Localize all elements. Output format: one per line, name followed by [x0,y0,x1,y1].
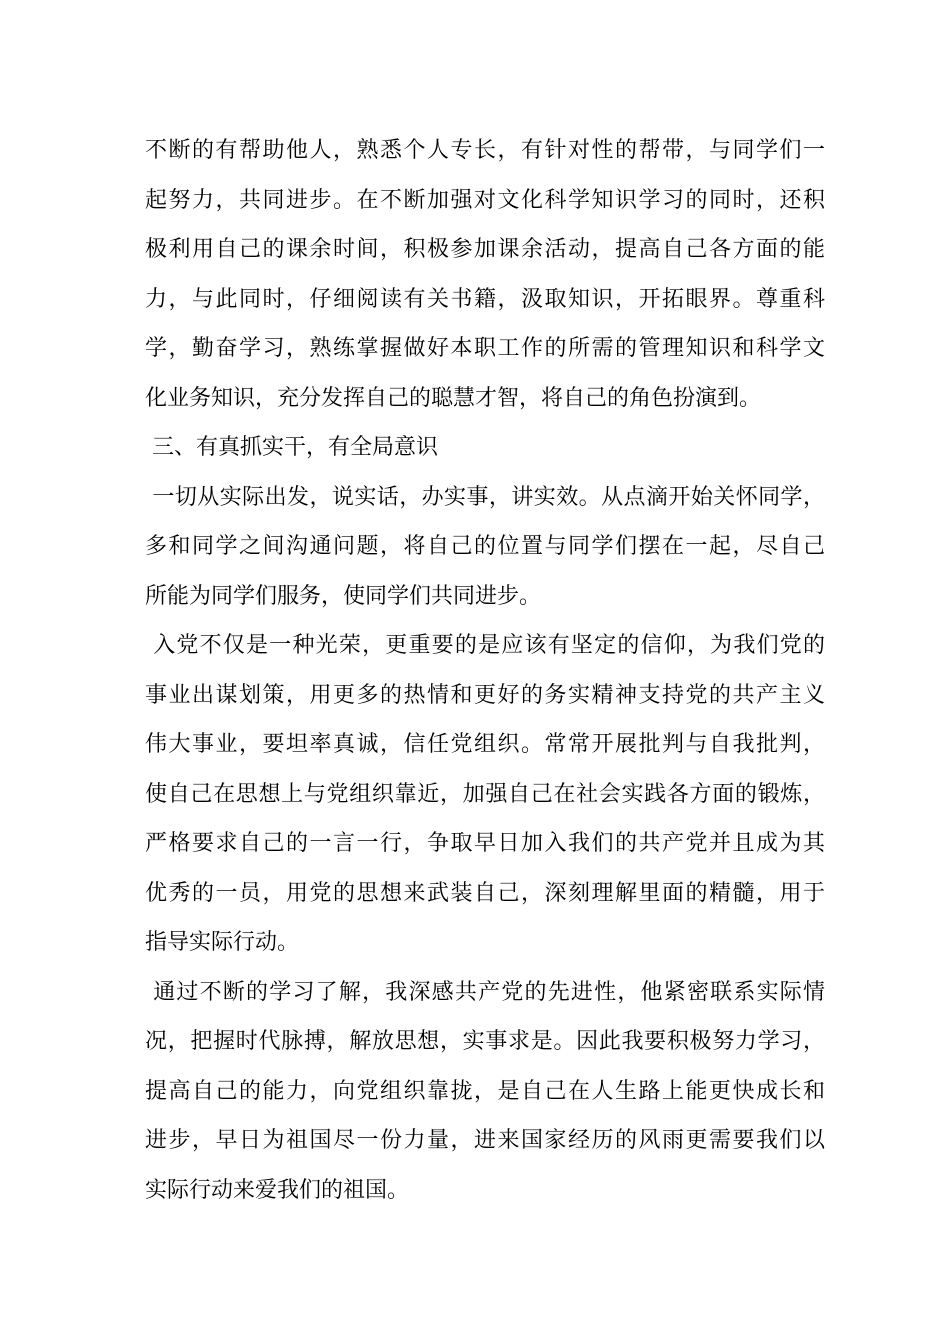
text-line: 指导实际行动。 [145,930,300,955]
text-line: 不断的有帮助他人，熟悉个人专长，有针对性的帮带，与同学们一 [145,138,825,163]
text-line: 极利用自己的课余时间，积极参加课余活动，提高自己各方面的能 [145,237,825,262]
section-heading: 三、有真抓实干，有全局意识 [145,435,438,460]
text-line: 通过不断的学习了解，我深感共产党的先进性，他紧密联系实际情 [145,979,825,1005]
text-line: 起努力，共同进步。在不断加强对文化科学知识学习的同时，还积 [145,187,825,213]
text-line: 进步，早日为祖国尽一份力量，进来国家经历的风雨更需要我们以 [145,1128,825,1153]
text-line: 入党不仅是一种光荣，更重要的是应该有坚定的信仰，为我们党的 [145,633,825,658]
text-line: 力，与此同时，仔细阅读有关书籍，汲取知识，开拓眼界。尊重科 [145,286,825,312]
text-line: 多和同学之间沟通问题，将自己的位置与同学们摆在一起，尽自己 [145,534,825,559]
document-body [145,126,825,1215]
text-line: 伟大事业，要坦率真诚，信任党组织。常常开展批判与自我批判， [145,732,825,757]
text-line: 优秀的一员，用党的思想来武装自己，深刻理解里面的精髓，用于 [145,880,825,906]
text-line: 学，勤奋学习，熟练掌握做好本职工作的所需的管理知识和科学文 [145,336,825,361]
text-line: 事业出谋划策，用更多的热情和更好的务实精神支持党的共产主义 [145,682,825,708]
text-line: 一切从实际出发，说实话，办实事，讲实效。从点滴开始关怀同学， [145,484,825,510]
text-line: 使自己在思想上与党组织靠近，加强自己在社会实践各方面的锻炼， [145,781,825,807]
text-line: 提高自己的能力，向党组织靠拢，是自己在人生路上能更快成长和 [145,1078,825,1104]
text-line: 严格要求自己的一言一行，争取早日加入我们的共产党并且成为其 [145,831,825,856]
text-line: 化业务知识，充分发挥自己的聪慧才智，将自己的角色扮演到。 [145,385,762,411]
text-line: 实际行动来爱我们的祖国。 [145,1177,410,1203]
text-line: 所能为同学们服务，使同学们共同进步。 [145,583,542,609]
text-line: 况，把握时代脉搏，解放思想，实事求是。因此我要积极努力学习， [145,1029,825,1054]
